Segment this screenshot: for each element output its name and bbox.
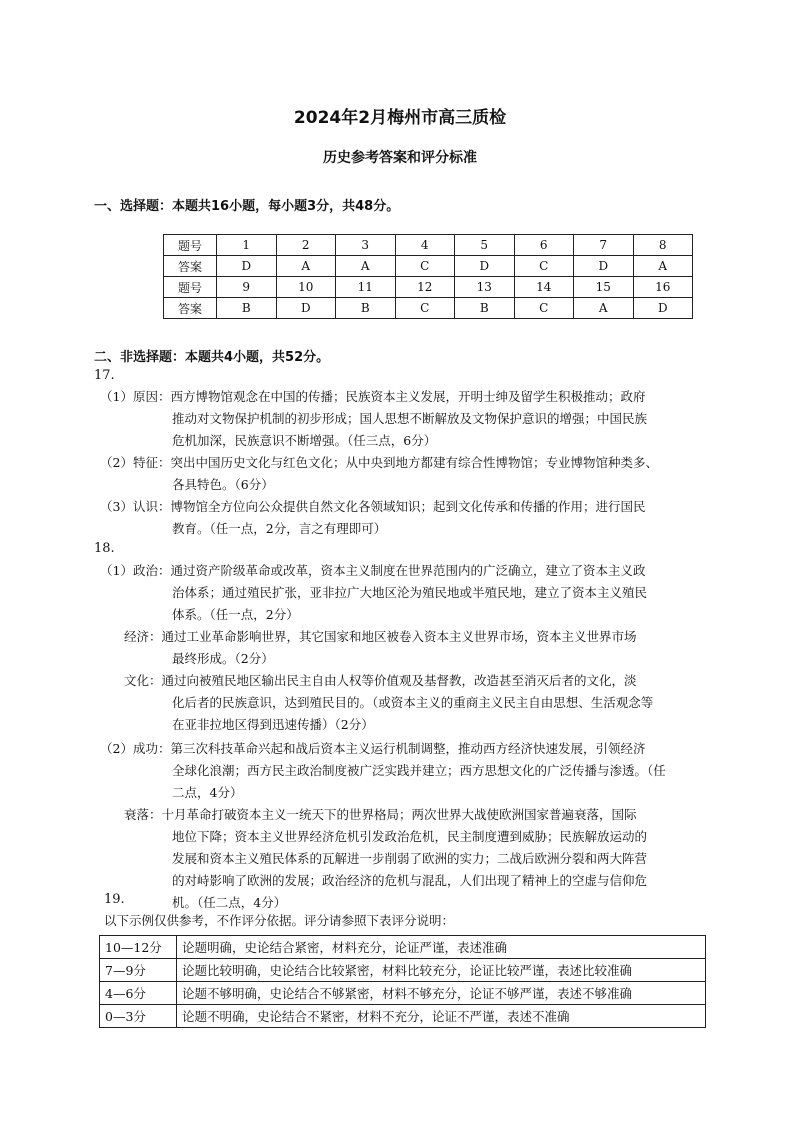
q19-number: 19. bbox=[104, 892, 125, 907]
rubric-table bbox=[99, 935, 706, 1028]
answer-table-cell: C bbox=[395, 298, 455, 319]
q17-part1-line: （1）原因：西方博物馆观念在中国的传播；民族资本主义发展，开明士绅及留学生积极推动；政府 bbox=[100, 389, 646, 404]
q18-line: 化后者的民族意识，达到殖民目的。（或资本主义的重商主义民主自由思想、生活观念等 bbox=[172, 695, 654, 710]
q18-number: 18. bbox=[94, 541, 115, 556]
q18-part1-economy bbox=[124, 626, 637, 670]
answer-table-cell: 5 bbox=[455, 235, 515, 256]
page-title: 2024年2月梅州市高三质检 bbox=[293, 108, 507, 128]
q17-part3-line: （3）认识：博物馆全方位向公众提供自然文化各领域知识；起到文化传承和传播的作用；进行国民 bbox=[100, 499, 646, 514]
q18-line: 机。（任二点，4分） bbox=[172, 895, 287, 910]
answer-table-cell: 10 bbox=[276, 277, 336, 298]
answer-table-cell: B bbox=[455, 298, 515, 319]
q18-line: 地位下降；资本主义世界经济危机引发政治危机，民主制度遭到威胁；民族解放运动的 bbox=[172, 829, 648, 844]
q18-line: （1）政治：通过资产阶级革命或改革，资本主义制度在世界范围内的广泛确立，建立了资本主义政 bbox=[100, 563, 646, 578]
section1-heading: 一、选择题：本题共16小题，每小题3分，共48分。 bbox=[94, 199, 400, 214]
section2-heading: 二、非选择题：本题共4小题，共52分。 bbox=[94, 350, 330, 365]
answer-table-cell: 13 bbox=[455, 277, 515, 298]
answer-table-cell: D bbox=[276, 298, 336, 319]
rubric-row bbox=[100, 982, 706, 1005]
q17-part1-line: 推动对文物保护机制的初步形成；国人思想不断解放及文物保护意识的增强；中国民族 bbox=[172, 411, 648, 426]
answer-table-cell: 4 bbox=[395, 235, 455, 256]
rubric-description: 论题明确，史论结合紧密，材料充分，论证严谨，表述准确 bbox=[177, 936, 706, 959]
q18-line: （2）成功：第三次科技革命兴起和战后资本主义运行机制调整，推动西方经济快速发展，引领经济 bbox=[100, 741, 646, 756]
answer-table-cell: D bbox=[217, 256, 277, 277]
answer-table-cell: A bbox=[276, 256, 336, 277]
answer-table-cell: A bbox=[574, 298, 634, 319]
answer-table-cell: D bbox=[455, 256, 515, 277]
q17-number: 17. bbox=[94, 368, 115, 383]
rubric-score-range: 4—6分 bbox=[100, 982, 177, 1005]
q17-part1-line: 危机加深，民族意识不断增强。（任三点，6分） bbox=[172, 433, 437, 448]
q18-line: 在亚非拉地区得到迅速传播）（2分） bbox=[172, 717, 374, 732]
rubric-description: 论题比较明确，史论结合比较紧密，材料比较充分，论证比较严谨，表述比较准确 bbox=[177, 959, 706, 982]
answer-table-row-label: 题号 bbox=[164, 277, 217, 298]
answer-table-row bbox=[164, 298, 693, 319]
answer-table-cell: 6 bbox=[514, 235, 574, 256]
q17-part3 bbox=[100, 496, 645, 540]
answer-table-cell: A bbox=[336, 256, 396, 277]
answer-table bbox=[163, 234, 693, 319]
rubric-description: 论题不明确，史论结合不紧密，材料不充分，论证不严谨，表述不准确 bbox=[177, 1005, 706, 1028]
q18-line: 发展和资本主义殖民体系的瓦解进一步削弱了欧洲的实力；二战后欧洲分裂和两大阵营 bbox=[172, 851, 648, 866]
q17-part2-line: 各具特色。（6分） bbox=[172, 477, 274, 492]
q17-part1 bbox=[100, 386, 647, 452]
answer-table-cell: 2 bbox=[276, 235, 336, 256]
q17-part2-line: （2）特征：突出中国历史文化与红色文化；从中央到地方都建有综合性博物馆；专业博物馆种类多、 bbox=[100, 455, 658, 470]
answer-table-cell: 8 bbox=[633, 235, 693, 256]
rubric-row bbox=[100, 936, 706, 959]
answer-table-cell: C bbox=[395, 256, 455, 277]
q17-part2 bbox=[100, 452, 658, 496]
answer-table-cell: 15 bbox=[574, 277, 634, 298]
q18-line: 最终形成。（2分） bbox=[172, 651, 274, 666]
q18-line: 治体系；通过殖民扩张，亚非拉广大地区沦为殖民地或半殖民地，建立了资本主义殖民 bbox=[172, 585, 648, 600]
q18-line: 经济：通过工业革命影响世界，其它国家和地区被卷入资本主义世界市场，资本主义世界市场 bbox=[124, 629, 637, 644]
q18-part1-politics bbox=[100, 560, 647, 626]
page-subtitle: 历史参考答案和评分标准 bbox=[323, 150, 477, 166]
q18-part1-culture bbox=[124, 670, 653, 736]
q18-line: 体系。（任一点，2分） bbox=[172, 607, 299, 622]
answer-table-row bbox=[164, 235, 693, 256]
answer-table-cell: C bbox=[514, 298, 574, 319]
answer-table-cell: B bbox=[336, 298, 396, 319]
rubric-score-range: 10—12分 bbox=[100, 936, 177, 959]
answer-table-cell: 9 bbox=[217, 277, 277, 298]
q18-line: 文化：通过向被殖民地区输出民主自由人权等价值观及基督教，改造甚至消灭后者的文化，淡 bbox=[124, 673, 637, 688]
answer-table-cell: D bbox=[633, 298, 693, 319]
answer-table-cell: 12 bbox=[395, 277, 455, 298]
answer-table-cell: C bbox=[514, 256, 574, 277]
answer-table-cell: B bbox=[217, 298, 277, 319]
q17-part3-line: 教育。（任一点，2分，言之有理即可） bbox=[172, 521, 387, 536]
q18-part2-success bbox=[100, 738, 666, 804]
q18-line: 衰落：十月革命打破资本主义一统天下的世界格局；两次世界大战使欧洲国家普遍衰落，国际 bbox=[124, 807, 637, 822]
answer-table-cell: 1 bbox=[217, 235, 277, 256]
answer-table-cell: 14 bbox=[514, 277, 574, 298]
answer-table-row-label: 答案 bbox=[164, 298, 217, 319]
answer-table-row-label: 答案 bbox=[164, 256, 217, 277]
q18-line: 二点，4分） bbox=[172, 785, 243, 800]
rubric-score-range: 0—3分 bbox=[100, 1005, 177, 1028]
rubric-row bbox=[100, 1005, 706, 1028]
answer-table-row-label: 题号 bbox=[164, 235, 217, 256]
q18-part2-decline bbox=[124, 804, 647, 914]
rubric-row bbox=[100, 959, 706, 982]
q19-intro: 以下示例仅供参考，不作评分依据。评分请参照下表评分说明： bbox=[104, 913, 455, 928]
answer-table-cell: 11 bbox=[336, 277, 396, 298]
answer-table-cell: 16 bbox=[633, 277, 693, 298]
q18-line: 全球化浪潮；西方民主政治制度被广泛实践并建立；西方思想文化的广泛传播与渗透。（任 bbox=[172, 763, 666, 778]
answer-table-row bbox=[164, 256, 693, 277]
q18-line: 的对峙影响了欧洲的发展；政治经济的危机与混乱，人们出现了精神上的空虚与信仰危 bbox=[172, 873, 648, 888]
answer-table-cell: D bbox=[574, 256, 634, 277]
answer-table-cell: A bbox=[633, 256, 693, 277]
answer-table-cell: 3 bbox=[336, 235, 396, 256]
answer-table-row bbox=[164, 277, 693, 298]
rubric-description: 论题不够明确，史论结合不够紧密，材料不够充分，论证不够严谨，表述不够准确 bbox=[177, 982, 706, 1005]
rubric-score-range: 7—9分 bbox=[100, 959, 177, 982]
answer-table-cell: 7 bbox=[574, 235, 634, 256]
